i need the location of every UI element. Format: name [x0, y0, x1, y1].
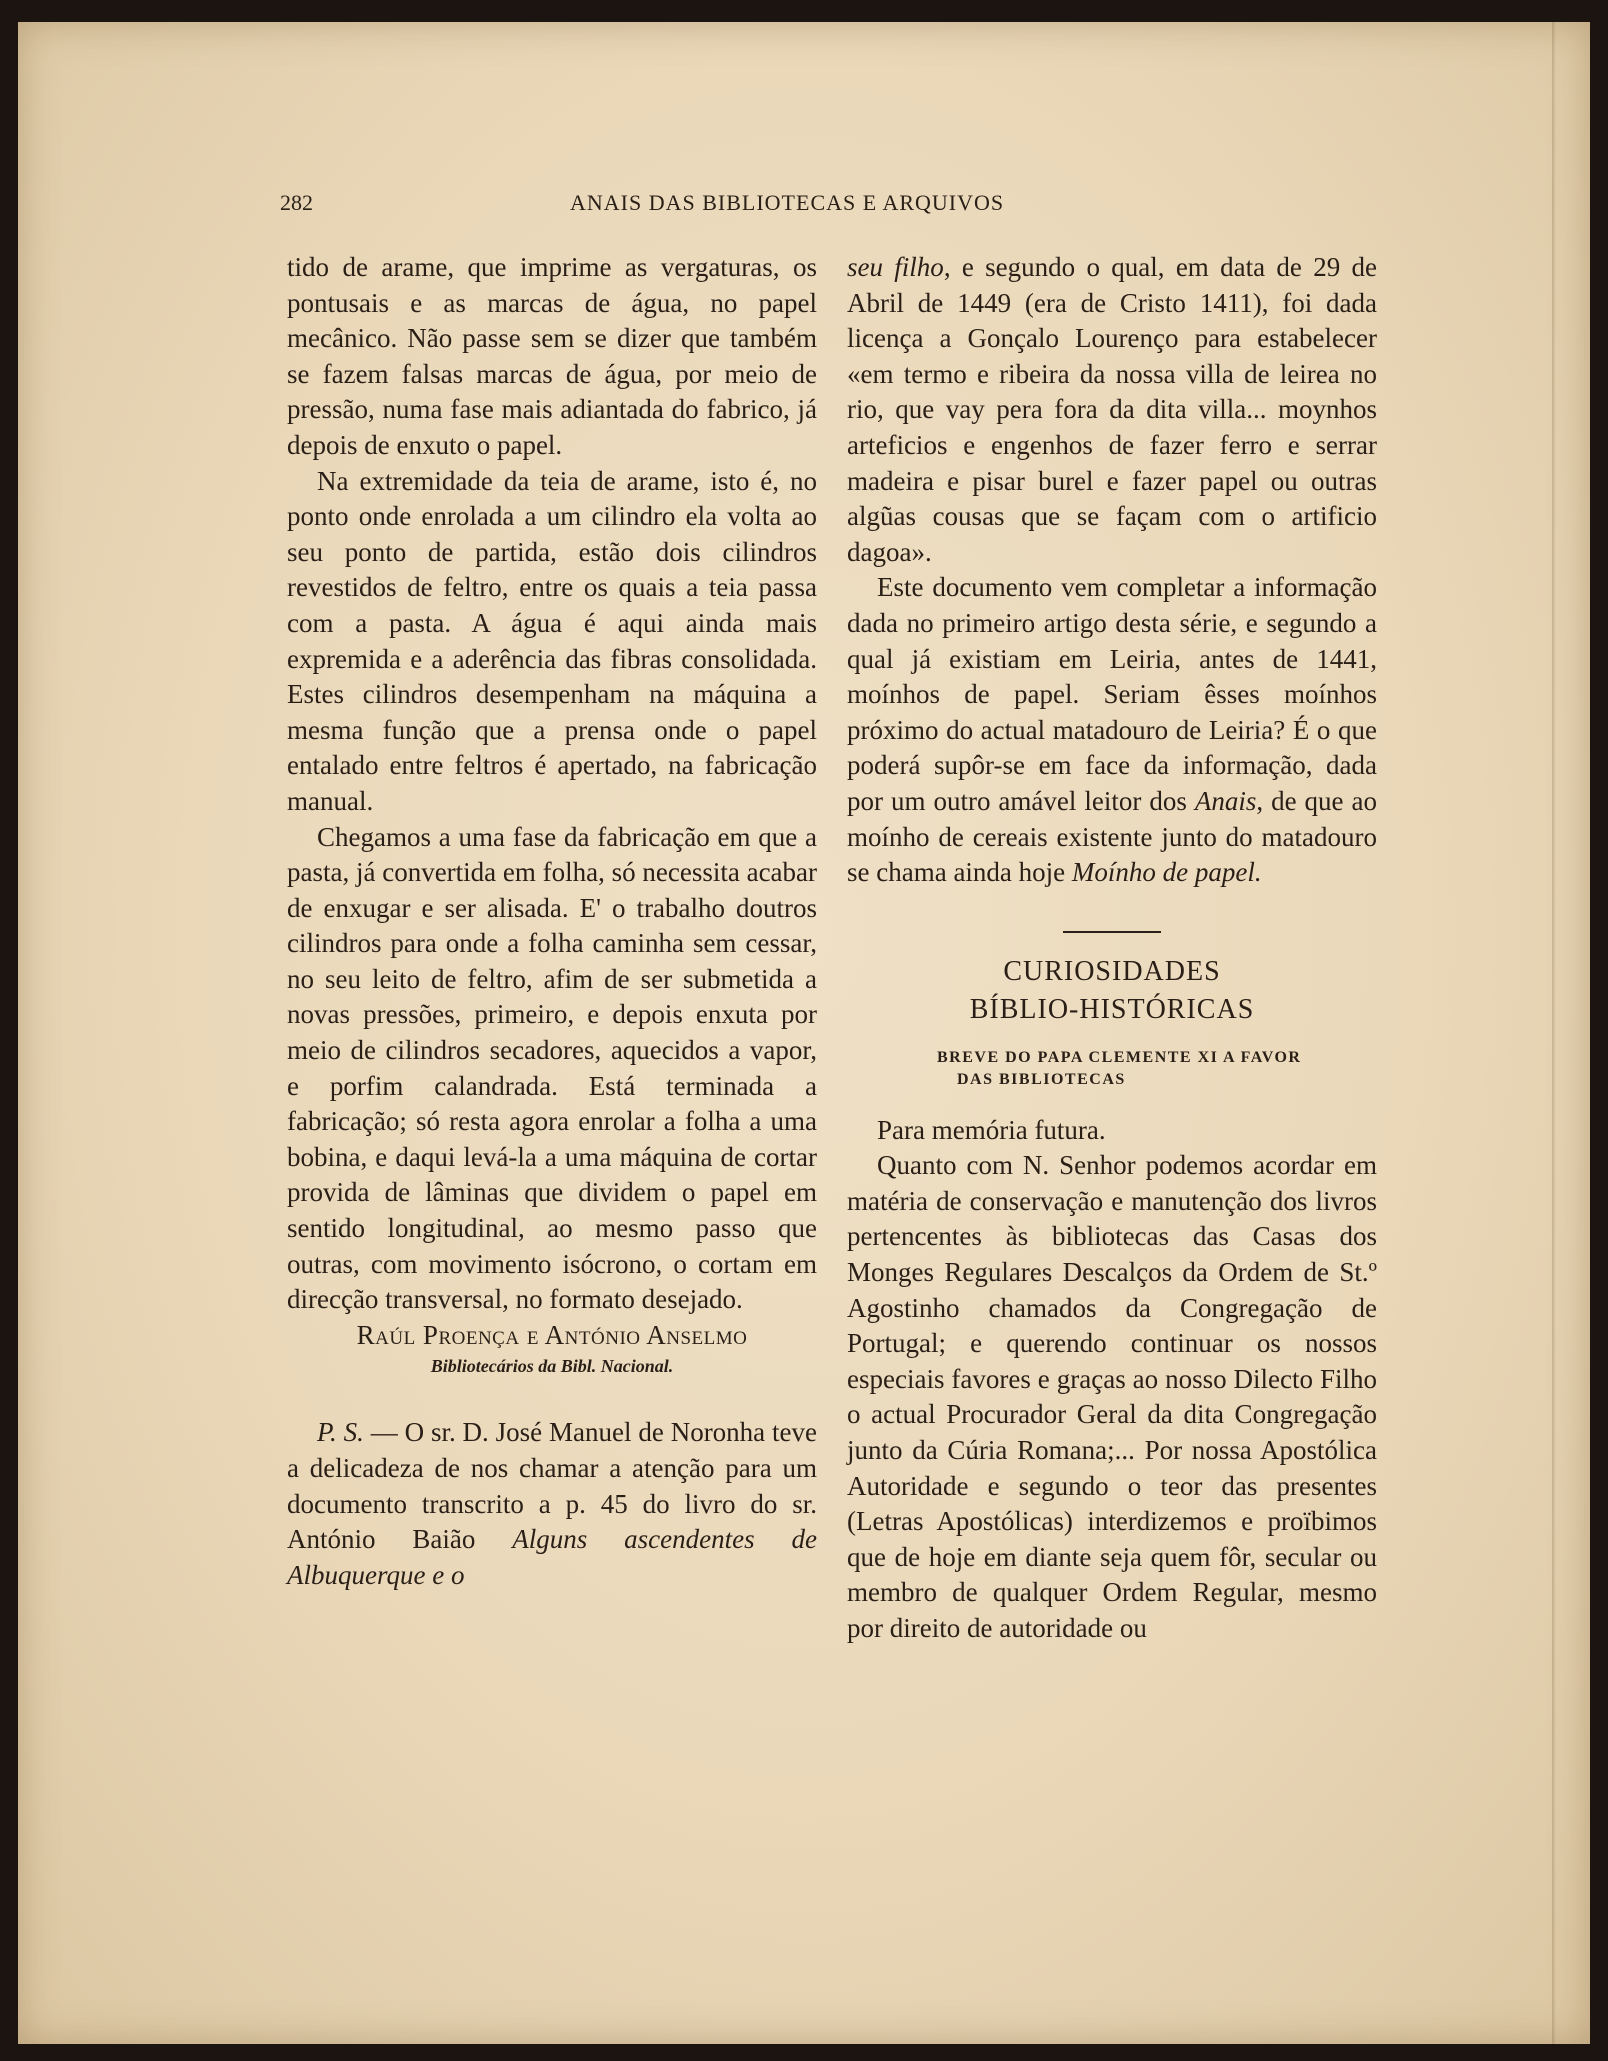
ps-text: — O sr. D. José Manuel de Noronha teve a delicadeza de nos chamar a atenção para um documento transcrito a p. 45 do livro do sr. António Baião: [287, 1417, 817, 1555]
paragraph-text: Este documento vem completar a informação dada no primeiro artigo desta série, e segundo a qual já existiam em Leiria, antes de 1441, moínhos de papel. Seriam êsses moínhos próximo do actual matadouro de Leiria? É o que poderá supôr-se em face da informação, dada por um outro amável leitor dos: [847, 572, 1377, 816]
journal-name: Anais: [1194, 785, 1257, 816]
paragraph-text: , de que ao moínho de cereais existente junto do matadouro se chama ainda hoje: [847, 785, 1377, 888]
paragraph: Para memória futura.: [877, 1114, 1106, 1145]
page-number: 282: [280, 190, 313, 215]
section-heading-line1: CURIOSIDADES: [1003, 955, 1221, 987]
section-subheading: [847, 1047, 1377, 1091]
subheading-line1: BREVE DO PAPA CLEMENTE XI A FAVOR: [937, 1048, 1302, 1066]
journal-title: ANAIS DAS BIBLIOTECAS E ARQUIVOS: [570, 190, 1005, 215]
subheading-line2: DAS BIBLIOTECAS: [957, 1070, 1126, 1088]
paragraph: Quanto com N. Senhor podemos acordar em matéria de conservação e manutenção dos livros pertencentes às bibliotecas das Casas dos Monges Regulares Descalços da Ordem de St.º Agostinho chamados da Congregação de Portugal; e querendo continuar os nossos especiais favores e graças ao nosso Dilecto Filho o actual Procurador Geral da dita Congregação junto da Cúria Romana;... Por nossa Apostólica Autoridade e segundo o teor das presentes (Letras Apostólicas) interdizemos e proïbimos que de hoje em diante seja quem fôr, secular ou membro de qualquer Ordem Regular, mesmo por direito de autoridade ou: [847, 1150, 1377, 1643]
mill-name: Moínho de papel.: [1071, 857, 1262, 888]
author-affiliation: Bibliotecários da Bibl. Nacional.: [430, 1356, 674, 1377]
section-heading-line2: BÍBLIO-HISTÓRICAS: [969, 993, 1255, 1025]
running-head: [280, 190, 1380, 220]
paragraph: [847, 250, 1377, 570]
ps-label: P. S.: [317, 1417, 364, 1448]
book-title: Alguns ascendentes de Albuquerque e o: [287, 1524, 818, 1590]
paragraph-text: , e segundo o qual, em data de 29 de Abril de 1449 (era de Cristo 1411), foi dada licença a Gonçalo Lourenço para estabelecer «em termo e ribeira da nossa villa de leirea no rio, que vay pera fora da dita villa... moynhos arteficios e engenhos de fazer ferro e serrar madeira e pisar burel e fazer papel ou outras algũas cousas que se façam com o artificio dagoa».: [847, 252, 1377, 567]
author-signature: Raúl Proença e António Anselmo: [356, 1319, 748, 1350]
paragraph: [847, 570, 1377, 890]
postscript-paragraph: [287, 1415, 817, 1593]
right-column: [847, 250, 1377, 1647]
page-fold-shadow: [1552, 22, 1556, 2044]
paragraph: Chegamos a uma fase da fabricação em que a pasta, já convertida em folha, só necessita acabar de enxugar e ser alisada. E' o trabalho doutros cilindros para onde a folha caminha sem cessar, no seu leito de feltro, afim de ser submetida a novas pressões, primeiro, e depois enxuta por meio de cilindros secadores, aquecidos a vapor, e porfim calandrada. Está terminada a fabricação; só resta agora enrolar a folha a uma bobina, e daqui levá-la a uma máquina de cortar provida de lâminas que dividem o papel em sentido longitudinal, ao mesmo passo que outras, com movimento isócrono, o cortam em direcção transversal, no formato desejado.: [287, 821, 818, 1315]
left-column: [287, 250, 817, 1593]
paragraph: tido de arame, que imprime as vergaturas, os pontusais e as marcas de água, no papel mecânico. Não passe sem se dizer que também se fazem falsas marcas de água, por meio de pressão, numa fase mais adiantada do fabrico, já depois de enxuto o papel.: [287, 252, 817, 460]
italic-text: seu filho: [847, 252, 944, 282]
paragraph: Na extremidade da teia de arame, isto é, no ponto onde enrolada a um cilindro ela volta ao seu ponto de partida, estão dois cilindros revestidos de feltro, entre os quais a teia passa com a pasta. A água é aqui ainda mais expremida e a aderência das fibras consolidada. Estes cilindros desempenham na máquina a mesma função que a prensa onde o papel entalado entre feltros é apertado, na fabricação manual.: [287, 465, 817, 816]
section-divider: [1063, 931, 1161, 933]
